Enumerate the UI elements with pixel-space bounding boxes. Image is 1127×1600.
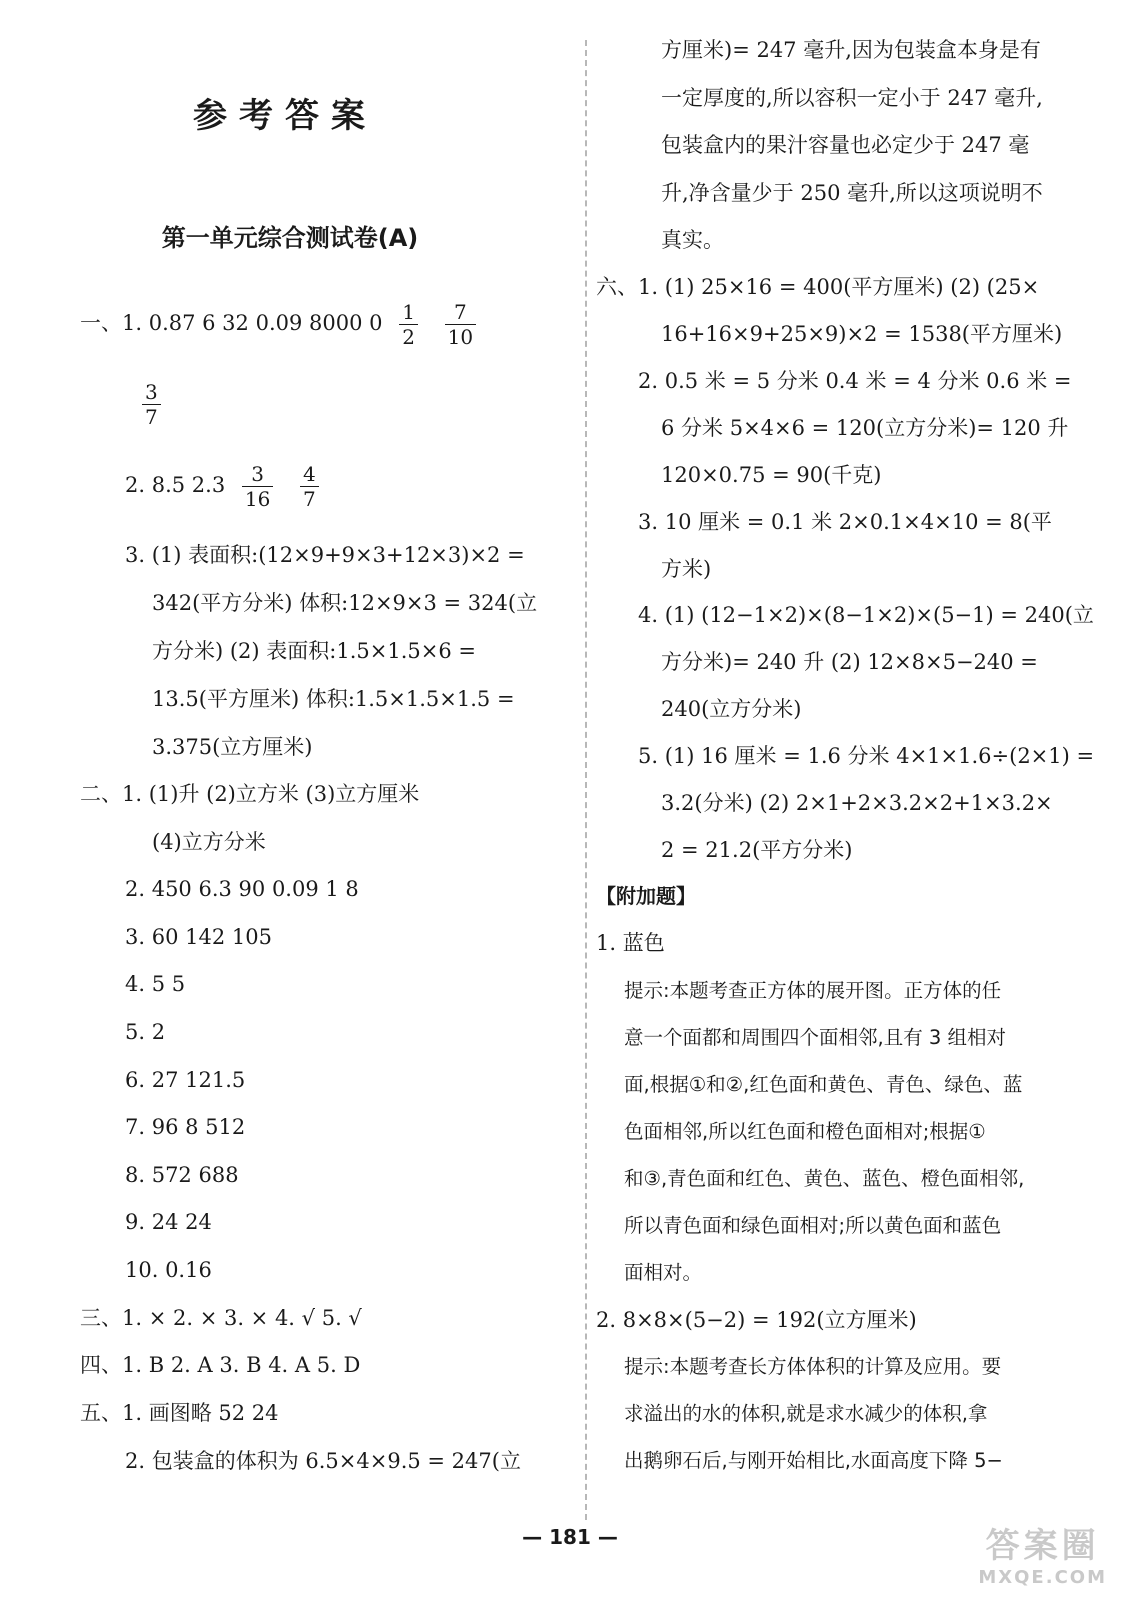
- answer-line: 4. 5 5: [125, 972, 186, 996]
- answer-line: 3.375(立方厘米): [152, 735, 313, 759]
- answer-line: 四、1. B 2. A 3. B 4. A 5. D: [80, 1353, 361, 1377]
- answer-line: 升,净含量少于 250 毫升,所以这项说明不: [661, 181, 1043, 205]
- answer-line: 3.2(分米) (2) 2×1+2×3.2×2+1×3.2×: [661, 791, 1053, 815]
- fraction: $\frac{3}{16}$: [242, 462, 273, 511]
- hint-line: 色面相邻,所以红色面和橙色面相对;根据①: [624, 1120, 986, 1143]
- answer-line: 4. (1) (12−1×2)×(8−1×2)×(5−1) = 240(立: [638, 603, 1094, 627]
- answer-line: 2. 包装盒的体积为 6.5×4×9.5 = 247(立: [125, 1449, 521, 1473]
- answer-line: 120×0.75 = 90(千克): [661, 463, 882, 487]
- hint-line: 面,根据①和②,红色面和黄色、青色、绿色、蓝: [624, 1073, 1023, 1096]
- answer-line: 2. 8.5 2.3 $\frac{3}{16}$ $\frac{4}{7}$: [125, 462, 329, 511]
- hint-line: 意一个面都和周围四个面相邻,且有 3 组相对: [624, 1026, 1007, 1049]
- hint-line: 面相对。: [624, 1261, 703, 1284]
- fraction: $\frac{7}{10}$: [445, 300, 476, 349]
- answer-line: 2. 0.5 米 = 5 分米 0.4 米 = 4 分米 0.6 米 =: [638, 369, 1072, 393]
- answer-line: 2 = 21.2(平方分米): [661, 838, 853, 862]
- answer-line: 2. 8×8×(5−2) = 192(立方厘米): [596, 1308, 917, 1332]
- hint-line: 所以青色面和绿色面相对;所以黄色面和蓝色: [624, 1214, 1002, 1237]
- hint-line: 提示:本题考查正方体的展开图。正方体的任: [624, 979, 1002, 1002]
- fraction: $\frac{1}{2}$: [399, 300, 418, 349]
- hint-line: 和③,青色面和红色、黄色、蓝色、橙色面相邻,: [624, 1167, 1025, 1190]
- answer-line: 方米): [661, 557, 712, 581]
- answer-line: 7. 96 8 512: [125, 1115, 246, 1139]
- answer-line: 240(立方分米): [661, 697, 802, 721]
- answer-line: 16+16×9+25×9)×2 = 1538(平方厘米): [661, 322, 1063, 346]
- page-number: — 181 —: [522, 1525, 618, 1549]
- answer-line: 方厘米)= 247 毫升,因为包装盒本身是有: [661, 38, 1041, 62]
- page-title: 参考答案: [193, 96, 377, 136]
- answer-line: 9. 24 24: [125, 1210, 212, 1234]
- section-title: 第一单元综合测试卷(A): [161, 224, 419, 252]
- answer-line: (4)立方分米: [152, 830, 266, 854]
- answer-line: 一、1. 0.87 6 32 0.09 8000 0 $\frac{1}{2}$ $\frac{7}{10}$: [80, 300, 486, 349]
- answer-line: 3. 10 厘米 = 0.1 米 2×0.1×4×10 = 8(平: [638, 510, 1052, 534]
- column-divider: [585, 40, 587, 1520]
- answer-line: 五、1. 画图略 52 24: [80, 1401, 279, 1425]
- answer-line: 10. 0.16: [125, 1258, 212, 1282]
- answer-line: 包装盒内的果汁容量也必定少于 247 毫: [661, 133, 1030, 157]
- answer-line: 一定厚度的,所以容积一定小于 247 毫升,: [661, 86, 1043, 110]
- answer-line: 6. 27 121.5: [125, 1068, 246, 1092]
- answer-line: [142, 380, 171, 429]
- answer-line: 三、1. × 2. × 3. × 4. √ 5. √: [80, 1306, 362, 1330]
- fraction: $\frac{4}{7}$: [300, 462, 319, 511]
- answer-line: 342(平方分米) 体积:12×9×3 = 324(立: [152, 591, 538, 615]
- answer-line: 方分米)= 240 升 (2) 12×8×5−240 =: [661, 650, 1038, 674]
- answer-line: 5. 2: [125, 1020, 166, 1044]
- answer-line: 6 分米 5×4×6 = 120(立方分米)= 120 升: [661, 416, 1069, 440]
- watermark-logo: 答案圈 MXQE.COM: [978, 1526, 1107, 1588]
- answer-line: 2. 450 6.3 90 0.09 1 8: [125, 877, 359, 901]
- answer-line: 3. (1) 表面积:(12×9+9×3+12×3)×2 =: [125, 543, 525, 567]
- fraction: $\frac{3}{7}$: [142, 380, 161, 429]
- answer-line: 二、1. (1)升 (2)立方米 (3)立方厘米: [80, 782, 420, 806]
- answer-line: 真实。: [661, 228, 724, 252]
- answer-line: 1. 蓝色: [596, 931, 665, 955]
- answer-line: 六、1. (1) 25×16 = 400(平方厘米) (2) (25×: [596, 275, 1040, 299]
- answer-line: 13.5(平方厘米) 体积:1.5×1.5×1.5 =: [152, 687, 515, 711]
- answer-line: 8. 572 688: [125, 1163, 239, 1187]
- hint-line: 提示:本题考查长方体体积的计算及应用。要: [624, 1355, 1002, 1378]
- hint-line: 出鹅卵石后,与刚开始相比,水面高度下降 5−: [624, 1449, 1003, 1472]
- answer-line: 3. 60 142 105: [125, 925, 272, 949]
- answer-line: 5. (1) 16 厘米 = 1.6 分米 4×1×1.6÷(2×1) =: [638, 744, 1095, 768]
- bonus-heading: 【附加题】: [596, 884, 696, 908]
- answer-line: 方分米) (2) 表面积:1.5×1.5×6 =: [152, 639, 476, 663]
- hint-line: 求溢出的水的体积,就是求水减少的体积,拿: [624, 1402, 988, 1425]
